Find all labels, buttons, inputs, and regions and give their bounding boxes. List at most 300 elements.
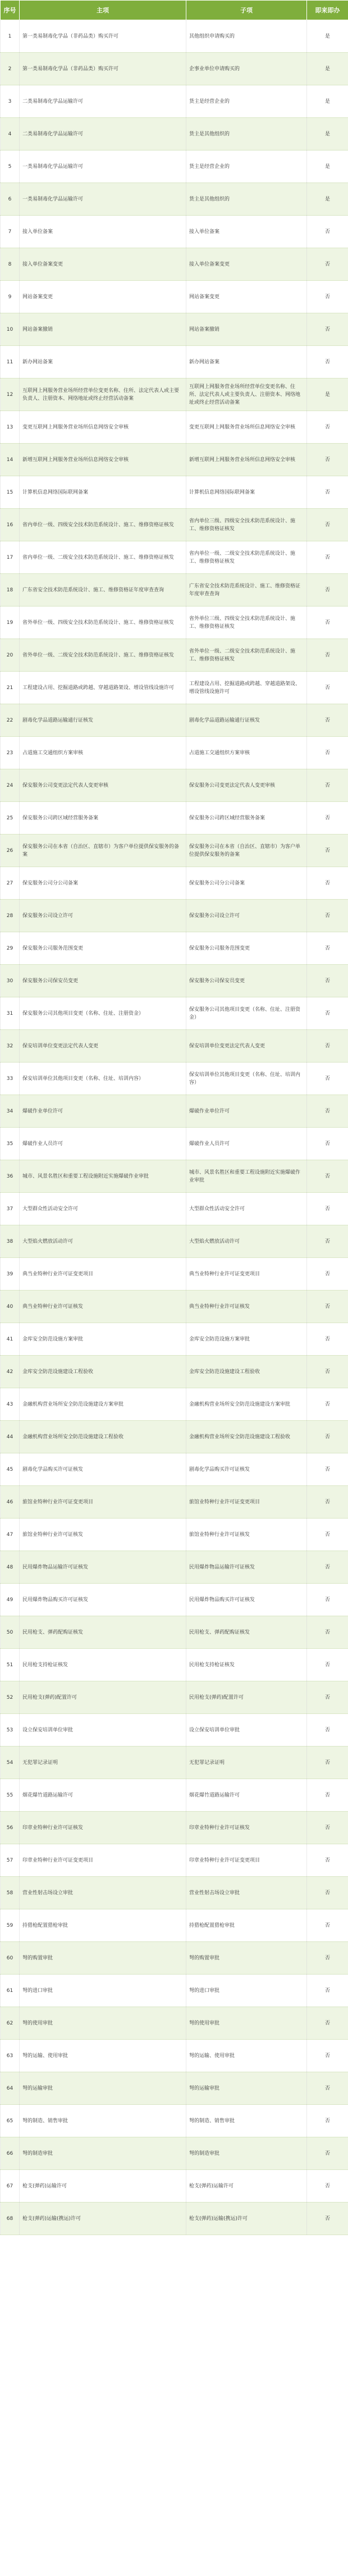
table-row [1,1388,348,1421]
instant-cell: 否 [307,444,348,476]
row-number-cell: 29 [1,932,20,965]
main-item-cell: 占道施工交通组织方案审核 [20,737,186,769]
row-number-cell: 65 [1,2105,20,2137]
instant-cell: 否 [307,1584,348,1616]
row-number-cell: 53 [1,1714,20,1747]
instant-cell: 否 [307,248,348,281]
instant-cell: 是 [307,85,348,118]
table-row [1,1128,348,1160]
main-item-cell: 民用爆炸物品运输许可证核发 [20,1551,186,1584]
main-item-cell: 弩的进口审批 [20,1975,186,2007]
row-number-cell: 39 [1,1258,20,1291]
row-number-cell: 13 [1,411,20,444]
table-row [1,769,348,802]
table-row [1,1584,348,1616]
sub-item-cell: 接入单位备案 [186,216,307,248]
instant-cell: 否 [307,769,348,802]
sub-item-cell: 保安服务公司变更法定代表人变更审核 [186,769,307,802]
table-row [1,248,348,281]
sub-item-cell: 弩的制造、销售审批 [186,2105,307,2137]
row-number-cell: 45 [1,1453,20,1486]
instant-cell: 否 [307,1388,348,1421]
table-row [1,53,348,85]
row-number-cell: 58 [1,1877,20,1909]
sub-item-cell: 保安服务公司跨区域经营服务备案 [186,802,307,835]
row-number-cell: 21 [1,672,20,704]
table-row [1,281,348,313]
instant-cell: 否 [307,607,348,639]
row-number-cell: 32 [1,1030,20,1063]
main-item-cell: 弩的运输审批 [20,2072,186,2105]
main-item-cell: 二类易制毒化学品运输许可 [20,118,186,151]
table-row [1,1323,348,1356]
table-row [1,1909,348,1942]
table-row [1,965,348,997]
table-header-row [1,1,348,20]
instant-cell: 否 [307,2203,348,2235]
table-row [1,1747,348,1779]
main-item-cell: 保安培训单位变更法定代表人变更 [20,1030,186,1063]
instant-cell: 否 [307,1225,348,1258]
table-row [1,118,348,151]
table-row [1,1095,348,1128]
main-item-cell: 枪支(弹药)运输许可 [20,2170,186,2203]
instant-cell: 否 [307,1128,348,1160]
main-item-cell: 广东省安全技术防范系统设计、施工、维修资格证年度审查查询 [20,574,186,607]
row-number-cell: 47 [1,1519,20,1551]
main-item-cell: 民用爆炸物品购买许可证核发 [20,1584,186,1616]
row-number-cell: 56 [1,1812,20,1844]
main-item-cell: 保安服务公司设立许可 [20,900,186,932]
instant-cell: 否 [307,509,348,541]
table-row [1,541,348,574]
sub-item-cell: 剧毒化学品道路运输通行证核发 [186,704,307,737]
instant-cell: 否 [307,672,348,704]
table-row [1,2007,348,2040]
table-row [1,1714,348,1747]
instant-cell: 否 [307,411,348,444]
sub-item-cell: 无犯罪记录证明 [186,1747,307,1779]
row-number-cell: 12 [1,379,20,411]
table-row [1,1225,348,1258]
instant-cell: 否 [307,1063,348,1095]
main-item-cell: 省内单位一级、四级安全技术防范系统设计、施工、维修资格证核发 [20,509,186,541]
main-item-cell: 印章业特种行业许可证变更项目 [20,1844,186,1877]
main-item-cell: 弩的制造、销售审批 [20,2105,186,2137]
table-row [1,1975,348,2007]
sub-item-cell: 旅馆业特种行业许可证核发 [186,1519,307,1551]
row-number-cell: 67 [1,2170,20,2203]
instant-cell: 否 [307,900,348,932]
row-number-cell: 42 [1,1356,20,1388]
sub-item-cell: 印章业特种行业许可证变更项目 [186,1844,307,1877]
instant-cell: 否 [307,2007,348,2040]
row-number-cell: 19 [1,607,20,639]
instant-cell: 否 [307,1453,348,1486]
row-number-cell: 41 [1,1323,20,1356]
row-number-cell: 38 [1,1225,20,1258]
main-item-cell: 旅馆业特种行业许可证变更项目 [20,1486,186,1519]
main-item-cell: 网站备案撤销 [20,313,186,346]
row-number-cell: 48 [1,1551,20,1584]
instant-cell: 否 [307,1616,348,1649]
instant-cell: 否 [307,1975,348,2007]
row-number-cell: 60 [1,1942,20,1975]
sub-item-cell: 民用枪支(弹药)配置许可 [186,1681,307,1714]
instant-cell: 否 [307,1844,348,1877]
table-row [1,672,348,704]
instant-cell: 否 [307,541,348,574]
sub-item-cell: 旅馆业特种行业许可证变更项目 [186,1486,307,1519]
sub-item-cell: 典当业特种行业许可证核发 [186,1291,307,1323]
instant-cell: 否 [307,867,348,900]
instant-cell: 是 [307,118,348,151]
sub-item-cell: 营业性射击场设立审批 [186,1877,307,1909]
main-item-cell: 剧毒化学品购买许可证核发 [20,1453,186,1486]
row-number-cell: 26 [1,835,20,867]
row-number-cell: 10 [1,313,20,346]
sub-item-cell: 弩的进口审批 [186,1975,307,2007]
main-item-cell: 接入单位备案变更 [20,248,186,281]
sub-item-cell: 金融机构营业场所安全防范设施建设方案审批 [186,1388,307,1421]
sub-item-cell: 民用爆炸物品运输许可证核发 [186,1551,307,1584]
table-row [1,1160,348,1193]
row-number-cell: 35 [1,1128,20,1160]
instant-cell: 否 [307,965,348,997]
instant-cell: 否 [307,281,348,313]
main-item-cell: 弩的运输、使用审批 [20,2040,186,2072]
table-row [1,20,348,53]
row-number-cell: 43 [1,1388,20,1421]
main-item-cell: 保安服务公司跨区域经营服务备案 [20,802,186,835]
row-number-cell: 55 [1,1779,20,1812]
row-number-cell: 31 [1,997,20,1030]
row-number-cell: 30 [1,965,20,997]
main-item-cell: 烟花爆竹道路运输许可 [20,1779,186,1812]
instant-cell: 否 [307,1747,348,1779]
main-item-cell: 大型焰火燃放活动许可 [20,1225,186,1258]
main-item-cell: 金融机构营业场所安全防范设施建设工程验收 [20,1421,186,1453]
main-item-cell: 网站备案变更 [20,281,186,313]
main-item-cell: 枪支(弹药)运输(携运)许可 [20,2203,186,2235]
instant-cell: 否 [307,737,348,769]
sub-item-cell: 网站备案撤销 [186,313,307,346]
row-number-cell: 16 [1,509,20,541]
main-item-cell: 旅馆业特种行业许可证核发 [20,1519,186,1551]
main-item-cell: 新增互联网上网服务营业场所信息网络安全审核 [20,444,186,476]
sub-item-cell: 枪支(弹药)运输许可 [186,2170,307,2203]
sub-item-cell: 省外单位一级、二级安全技术防范系统设计、施工、维修资格证核发 [186,639,307,672]
row-number-cell: 23 [1,737,20,769]
table-row [1,346,348,379]
table-row [1,835,348,867]
sub-item-cell: 接入单位备案变更 [186,248,307,281]
sub-item-cell: 广东省安全技术防范系统设计、施工、维修资格证年度审查查询 [186,574,307,607]
table-row [1,1681,348,1714]
row-number-cell: 51 [1,1649,20,1681]
row-number-cell: 6 [1,183,20,216]
sub-item-cell: 变更互联网上网服务营业场所信息网络安全审核 [186,411,307,444]
main-item-cell: 民用枪支(弹药)配置许可 [20,1681,186,1714]
instant-cell: 否 [307,1877,348,1909]
instant-cell: 否 [307,1714,348,1747]
sub-item-cell: 金库安全防范设施建设工程验收 [186,1356,307,1388]
row-number-cell: 28 [1,900,20,932]
table-row [1,183,348,216]
row-number-cell: 14 [1,444,20,476]
sub-item-cell: 爆破作业单位许可 [186,1095,307,1128]
instant-cell: 否 [307,313,348,346]
row-number-cell: 62 [1,2007,20,2040]
row-number-cell: 4 [1,118,20,151]
instant-cell: 否 [307,1258,348,1291]
sub-item-cell: 货主是其他组织的 [186,183,307,216]
instant-cell: 是 [307,379,348,411]
instant-cell: 是 [307,53,348,85]
sub-item-cell: 保安服务公司分公司备案 [186,867,307,900]
instant-cell: 否 [307,476,348,509]
main-item-cell: 省外单位一级、二级安全技术防范系统设计、施工、维修资格证核发 [20,639,186,672]
sub-item-cell: 民用枪支、弹药配购证核发 [186,1616,307,1649]
sub-item-cell: 民用爆炸物品购买许可证核发 [186,1584,307,1616]
table-row [1,151,348,183]
table-row [1,2137,348,2170]
table-row [1,2040,348,2072]
row-number-cell: 18 [1,574,20,607]
main-item-cell: 爆破作业人员许可 [20,1128,186,1160]
table-row [1,509,348,541]
sub-item-cell: 其他组织申请购买的 [186,20,307,53]
main-item-cell: 印章业特种行业许可证核发 [20,1812,186,1844]
sub-item-cell: 保安服务公司服务范围变更 [186,932,307,965]
table-row [1,867,348,900]
instant-cell: 否 [307,802,348,835]
main-item-cell: 大型群众性活动安全许可 [20,1193,186,1225]
sub-item-cell: 省外单位三级、四级安全技术防范系统设计、施工、维修资格证核发 [186,607,307,639]
table-body [1,20,348,2235]
table-row [1,737,348,769]
main-item-cell: 接入单位备案 [20,216,186,248]
row-number-cell: 20 [1,639,20,672]
main-item-cell: 爆破作业单位许可 [20,1095,186,1128]
row-number-cell: 52 [1,1681,20,1714]
instant-cell: 是 [307,20,348,53]
sub-item-cell: 保安培训单位变更法定代表人变更 [186,1030,307,1063]
table-row [1,639,348,672]
main-item-cell: 第一类易制毒化学品（非药品类）购买许可 [20,20,186,53]
instant-cell: 否 [307,932,348,965]
sub-item-cell: 网站备案变更 [186,281,307,313]
instant-cell: 是 [307,151,348,183]
sub-item-cell: 互联网上网服务营业场所经营单位变更名称、住所、法定代表人或主要负责人、注册资本、网络地址或终止经营活动备案 [186,379,307,411]
sub-item-cell: 省内单位三级、四级安全技术防范系统设计、施工、维修资格证核发 [186,509,307,541]
row-number-cell: 44 [1,1421,20,1453]
main-item-cell: 弩的制造审批 [20,2137,186,2170]
row-number-cell: 3 [1,85,20,118]
instant-cell: 否 [307,2170,348,2203]
table-row [1,1421,348,1453]
main-item-cell: 城市、风景名胜区和重要工程设施附近实施爆破作业审批 [20,1160,186,1193]
row-number-cell: 27 [1,867,20,900]
main-item-cell: 民用枪支、弹药配购证核发 [20,1616,186,1649]
sub-item-cell: 新增互联网上网服务营业场所信息网络安全审核 [186,444,307,476]
main-item-cell: 弩的使用审批 [20,2007,186,2040]
instant-cell: 否 [307,574,348,607]
instant-cell: 否 [307,1323,348,1356]
instant-cell: 否 [307,1681,348,1714]
instant-cell: 否 [307,1812,348,1844]
sub-item-cell: 金融机构营业场所安全防范设施建设工程验收 [186,1421,307,1453]
header-sub-item: 子项 [186,1,307,20]
sub-item-cell: 金库安全防范设施方案审批 [186,1323,307,1356]
table-row [1,704,348,737]
table-row [1,1063,348,1095]
instant-cell: 否 [307,2105,348,2137]
main-item-cell: 剧毒化学品道路运输通行证核发 [20,704,186,737]
instant-cell: 否 [307,704,348,737]
instant-cell: 是 [307,183,348,216]
sub-item-cell: 爆破作业人员许可 [186,1128,307,1160]
table-row [1,1356,348,1388]
main-item-cell: 金融机构营业场所安全防范设施建设方案审批 [20,1388,186,1421]
table-row [1,1519,348,1551]
main-item-cell: 保安服务公司在本省（自治区、直辖市）为客户单位提供保安服务的备案 [20,835,186,867]
header-main-item: 主项 [20,1,186,20]
table-row [1,379,348,411]
row-number-cell: 24 [1,769,20,802]
row-number-cell: 49 [1,1584,20,1616]
table-row [1,2170,348,2203]
sub-item-cell: 典当业特种行业许可证变更项目 [186,1258,307,1291]
table-row [1,1291,348,1323]
main-item-cell: 第一类易制毒化学品（非药品类）购买许可 [20,53,186,85]
sub-item-cell: 货主是其他组织的 [186,118,307,151]
row-number-cell: 66 [1,2137,20,2170]
table-row [1,1193,348,1225]
main-item-cell: 变更互联网上网服务营业场所信息网络安全审核 [20,411,186,444]
sub-item-cell: 保安服务公司保安员变更 [186,965,307,997]
table-row [1,1844,348,1877]
row-number-cell: 1 [1,20,20,53]
table-row [1,1616,348,1649]
instant-cell: 否 [307,2072,348,2105]
row-number-cell: 15 [1,476,20,509]
main-item-cell: 省外单位一级、四级安全技术防范系统设计、施工、维修资格证核发 [20,607,186,639]
main-item-cell: 工程建设占用、挖掘道路或跨越、穿越道路架设、增设管线设施许可 [20,672,186,704]
table-row [1,1942,348,1975]
row-number-cell: 9 [1,281,20,313]
main-item-cell: 互联网上网服务营业场所经营单位变更名称、住所、法定代表人或主要负责人、注册资本、网络地址或终止经营活动备案 [20,379,186,411]
table-row [1,574,348,607]
instant-cell: 否 [307,2040,348,2072]
row-number-cell: 36 [1,1160,20,1193]
sub-item-cell: 省内单位一级、二级安全技术防范系统设计、施工、维修资格证核发 [186,541,307,574]
instant-cell: 否 [307,1193,348,1225]
table-row [1,1779,348,1812]
sub-item-cell: 货主是经营企业的 [186,85,307,118]
table-row [1,2072,348,2105]
instant-cell: 否 [307,1942,348,1975]
row-number-cell: 33 [1,1063,20,1095]
sub-item-cell: 民用枪支持枪证核发 [186,1649,307,1681]
row-number-cell: 63 [1,2040,20,2072]
row-number-cell: 34 [1,1095,20,1128]
instant-cell: 否 [307,1486,348,1519]
sub-item-cell: 剧毒化学品购买许可证核发 [186,1453,307,1486]
main-item-cell: 一类易制毒化学品运输许可 [20,183,186,216]
sub-item-cell: 保安培训单位其他项目变更（名称、住址、培训内容） [186,1063,307,1095]
main-item-cell: 持猎枪配置猎枪审批 [20,1909,186,1942]
row-number-cell: 64 [1,2072,20,2105]
table-row [1,313,348,346]
sub-item-cell: 保安服务公司在本省（自治区、直辖市）为客户单位提供保安服务的备案 [186,835,307,867]
row-number-cell: 11 [1,346,20,379]
table-row [1,444,348,476]
table-row [1,216,348,248]
table-row [1,1812,348,1844]
instant-cell: 否 [307,1909,348,1942]
row-number-cell: 22 [1,704,20,737]
row-number-cell: 2 [1,53,20,85]
instant-cell: 否 [307,216,348,248]
row-number-cell: 17 [1,541,20,574]
sub-item-cell: 占道施工交通组织方案审核 [186,737,307,769]
sub-item-cell: 大型焰火燃放活动许可 [186,1225,307,1258]
main-item-cell: 典当业特种行业许可证核发 [20,1291,186,1323]
table-row [1,997,348,1030]
row-number-cell: 8 [1,248,20,281]
main-item-cell: 民用枪支持枪证核发 [20,1649,186,1681]
main-item-cell: 保安服务公司其他项目变更（名称、住址、注册资金） [20,997,186,1030]
table-row [1,1258,348,1291]
table-row [1,476,348,509]
header-instant: 即来即办 [307,1,348,20]
main-item-cell: 保安服务公司分公司备案 [20,867,186,900]
row-number-cell: 25 [1,802,20,835]
table-row [1,1649,348,1681]
main-item-cell: 金库安全防范设施建设工程验收 [20,1356,186,1388]
sub-item-cell: 弩的购置审批 [186,1942,307,1975]
table-row [1,1551,348,1584]
instant-cell: 否 [307,1291,348,1323]
instant-cell: 否 [307,1356,348,1388]
table-row [1,411,348,444]
row-number-cell: 7 [1,216,20,248]
main-item-cell: 金库安全防范设施方案审批 [20,1323,186,1356]
main-item-cell: 计算机信息网络国际联网备案 [20,476,186,509]
main-item-cell: 保安服务公司服务范围变更 [20,932,186,965]
sub-item-cell: 计算机信息网络国际联网备案 [186,476,307,509]
main-item-cell: 无犯罪记录证明 [20,1747,186,1779]
instant-cell: 否 [307,2137,348,2170]
instant-cell: 否 [307,997,348,1030]
instant-cell: 否 [307,346,348,379]
sub-item-cell: 大型群众性活动安全许可 [186,1193,307,1225]
main-item-cell: 设立保安培训单位审批 [20,1714,186,1747]
instant-cell: 否 [307,1649,348,1681]
sub-item-cell: 烟花爆竹道路运输许可 [186,1779,307,1812]
instant-cell: 否 [307,1779,348,1812]
sub-item-cell: 设立保安培训单位审批 [186,1714,307,1747]
table-row [1,932,348,965]
row-number-cell: 40 [1,1291,20,1323]
table-row [1,85,348,118]
main-item-cell: 省内单位一级、二级安全技术防范系统设计、施工、维修资格证核发 [20,541,186,574]
main-item-cell: 营业性射击场设立审批 [20,1877,186,1909]
row-number-cell: 37 [1,1193,20,1225]
row-number-cell: 61 [1,1975,20,2007]
row-number-cell: 59 [1,1909,20,1942]
